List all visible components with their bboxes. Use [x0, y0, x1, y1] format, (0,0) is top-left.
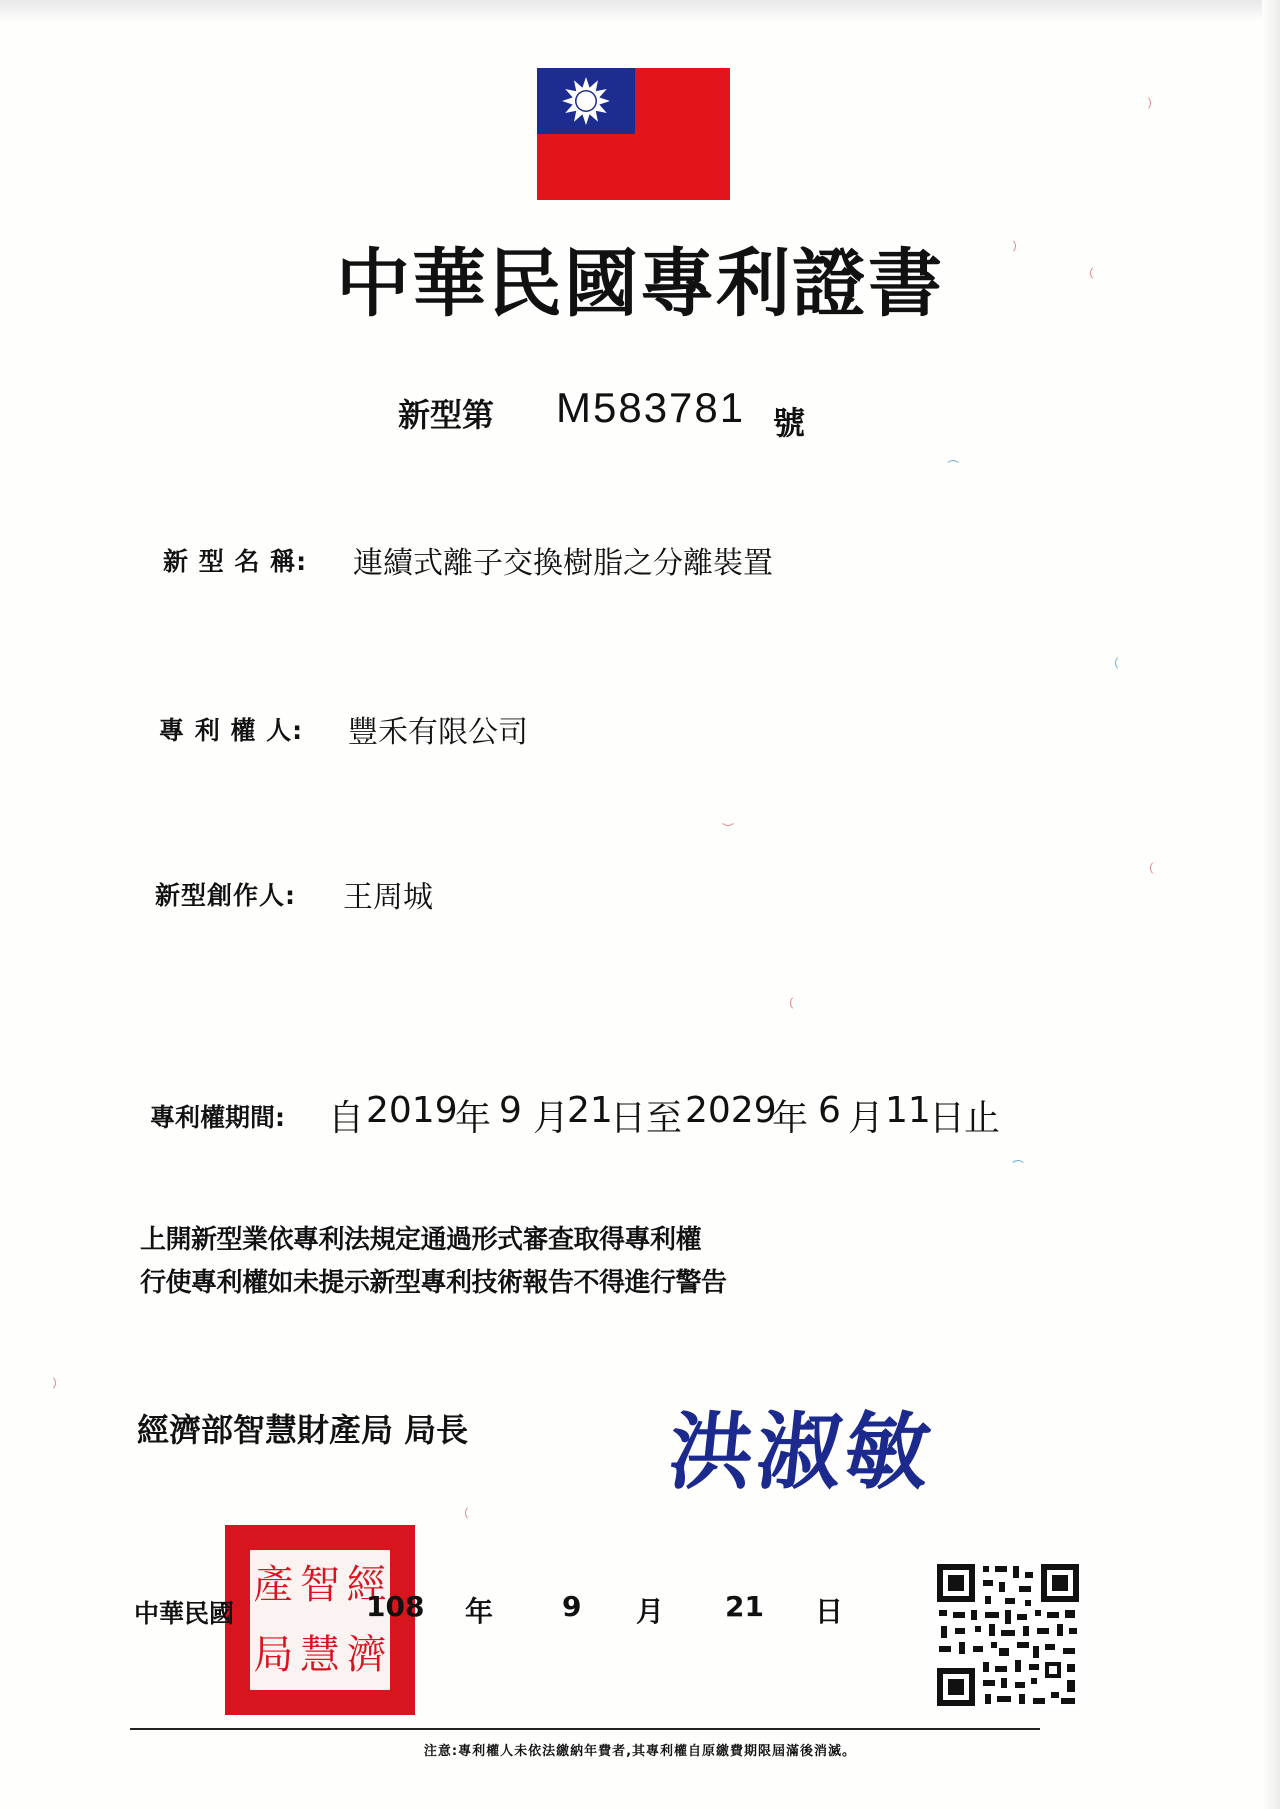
- patent-holder-row: [0, 707, 1280, 757]
- period-year-char: 年: [455, 1098, 492, 1139]
- paper-fiber: [465, 1505, 481, 1521]
- period-start-year: 2019: [366, 1090, 458, 1131]
- paper-fiber: [1010, 1160, 1026, 1176]
- patent-name-row: [0, 538, 1280, 588]
- paper-fiber: [790, 995, 806, 1011]
- period-end-month: 6: [818, 1090, 841, 1131]
- statement-line-2: 行使專利權如未提示新型專利技術報告不得進行警告: [140, 1268, 727, 1298]
- footer-note: 注意:專利權人未依法繳納年費者,其專利權自原繳費期限屆滿後消滅。: [423, 1744, 857, 1759]
- issue-date-year-char: 年: [465, 1595, 494, 1628]
- issuing-office: 經濟部智慧財產局 局長: [137, 1411, 469, 1449]
- patent-period-row: [0, 1090, 1280, 1150]
- seal-char: 產: [253, 1562, 294, 1608]
- paper-fiber: [1090, 265, 1106, 281]
- seal-char: 慧: [299, 1632, 340, 1678]
- period-from: 自: [328, 1098, 365, 1139]
- paper-fiber: [1115, 655, 1131, 671]
- period-end-day: 11: [885, 1090, 931, 1131]
- patent-number-row: [0, 384, 1280, 450]
- issue-date-year: 108: [366, 1590, 425, 1623]
- paper-fiber: [1135, 95, 1151, 111]
- footer-divider: [130, 1728, 1040, 1730]
- issue-date-month: 9: [562, 1590, 582, 1623]
- patent-holder-value: 豐禾有限公司: [348, 715, 528, 750]
- patent-name-label: 新 型 名 稱:: [163, 547, 308, 576]
- seal-char: 局: [253, 1632, 294, 1678]
- scan-edge-top: [0, 0, 1280, 22]
- period-end: 止: [964, 1098, 1001, 1139]
- paper-fiber: [945, 460, 961, 476]
- issue-date-day: 21: [725, 1590, 764, 1623]
- period-month-char-2: 月: [848, 1098, 885, 1139]
- patent-holder-label: 專 利 權 人:: [159, 716, 304, 745]
- certificate-title: 中華民國專利證書: [336, 241, 944, 327]
- creator-value: 王周城: [343, 880, 433, 915]
- paper-fiber: [720, 810, 736, 826]
- patent-number-prefix: 新型第: [398, 396, 495, 434]
- period-day-char: 日: [610, 1098, 647, 1139]
- period-to: 至: [646, 1098, 683, 1139]
- qr-code-icon: [935, 1562, 1081, 1708]
- period-end-year: 2029: [685, 1090, 777, 1131]
- seal-char: 經: [346, 1562, 387, 1608]
- national-flag: [537, 68, 730, 200]
- statement-line-1: 上開新型業依專利法規定通過形式審查取得專利權: [140, 1225, 702, 1255]
- patent-name-value: 連續式離子交換樹脂之分離裝置: [353, 546, 773, 581]
- period-month-char: 月: [533, 1098, 570, 1139]
- white-sun-icon: [537, 68, 635, 134]
- paper-fiber: [40, 1375, 56, 1391]
- period-year-char-2: 年: [772, 1098, 809, 1139]
- issue-date-row: [0, 1590, 1280, 1640]
- patent-number: M583781: [556, 384, 746, 431]
- creator-label: 新型創作人:: [155, 881, 296, 910]
- patent-number-suffix: 號: [773, 404, 806, 442]
- seal-char: 濟: [346, 1632, 387, 1678]
- seal-char: 智: [299, 1562, 340, 1608]
- period-start-day: 21: [567, 1090, 613, 1131]
- paper-fiber: [1000, 238, 1016, 254]
- patent-period-label: 專利權期間:: [150, 1103, 285, 1132]
- period-start-month: 9: [499, 1090, 522, 1131]
- issue-date-day-char: 日: [815, 1595, 844, 1628]
- issue-date-era: 中華民國: [134, 1599, 235, 1628]
- issue-date-month-char: 月: [636, 1595, 665, 1628]
- director-signature: 洪淑敏: [664, 1402, 939, 1501]
- creator-row: [0, 872, 1280, 922]
- period-day-char-2: 日: [929, 1098, 966, 1139]
